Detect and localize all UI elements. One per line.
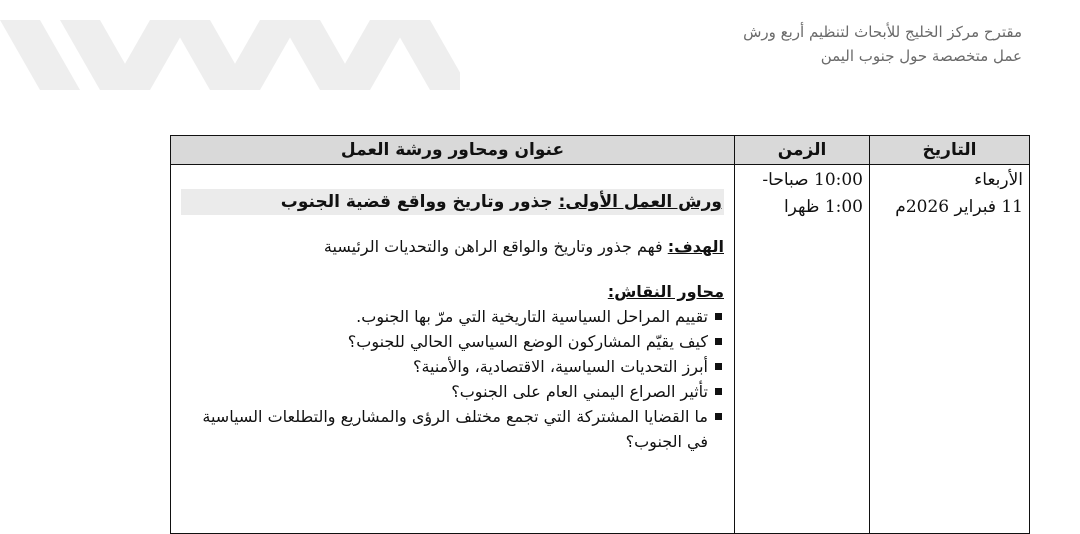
- header-line-2: عمل متخصصة حول جنوب اليمن: [820, 47, 1022, 65]
- workshop-title-text: جذور وتاريخ وواقع قضية الجنوب: [280, 192, 559, 212]
- document-header: [743, 20, 1022, 68]
- date-day: الأربعاء: [974, 170, 1023, 190]
- time-start: 10:00 صباحا-: [762, 170, 863, 190]
- table-header-row: [171, 136, 1030, 165]
- date-column-header: التاريخ: [870, 136, 1030, 165]
- time-cell: [735, 165, 870, 534]
- time-column-header: الزمن: [735, 136, 870, 165]
- watermark-logo: [0, 0, 460, 110]
- list-item: أبرز التحديات السياسية، الاقتصادية، والأمنية؟: [181, 354, 724, 379]
- header-line-1: مقترح مركز الخليج للأبحاث لتنظيم أربع ورش: [743, 23, 1022, 41]
- table-row: [171, 165, 1030, 534]
- workshop-title-prefix: ورش العمل الأولى:: [558, 192, 722, 212]
- goal-label: الهدف:: [667, 237, 724, 256]
- time-end: 1:00 ظهرا: [783, 197, 863, 217]
- list-item: تقييم المراحل السياسية التاريخية التي مرّ بها الجنوب.: [181, 304, 724, 329]
- schedule-table: [170, 135, 1030, 534]
- list-item: تأثير الصراع اليمني العام على الجنوب؟: [181, 379, 724, 404]
- discussion-axes-list: [181, 304, 724, 454]
- date-full: 11 فبراير 2026م: [895, 197, 1023, 217]
- workshop-title: [181, 189, 724, 215]
- list-item: كيف يقيّم المشاركون الوضع السياسي الحالي للجنوب؟: [181, 329, 724, 354]
- list-item: ما القضايا المشتركة التي تجمع مختلف الرؤى والمشاريع والتطلعات السياسية في الجنوب؟: [181, 404, 724, 454]
- date-cell: [870, 165, 1030, 534]
- goal-text: فهم جذور وتاريخ والواقع الراهن والتحديات الرئيسية: [323, 237, 668, 256]
- topic-cell: [171, 165, 735, 534]
- topic-column-header: عنوان ومحاور ورشة العمل: [171, 136, 735, 165]
- discussion-axes-heading: محاور النقاش:: [607, 282, 724, 301]
- goal-line: [181, 233, 724, 260]
